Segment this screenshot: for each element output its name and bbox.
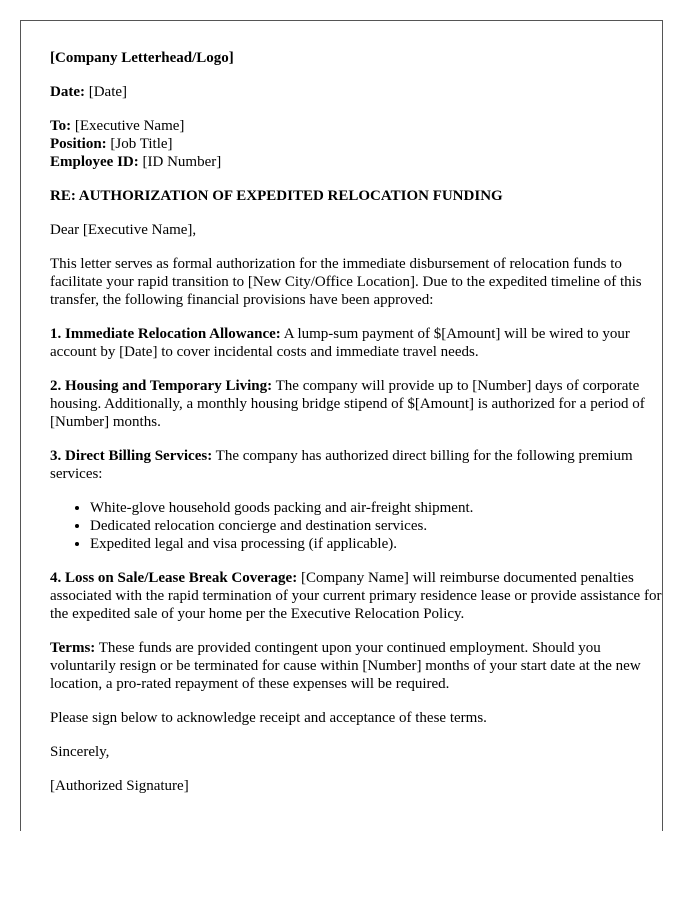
employee-id-line bbox=[50, 153, 662, 171]
section-text: The company has authorized direct billing for the following premium services: bbox=[50, 448, 633, 482]
services-list bbox=[50, 499, 662, 553]
section-heading: 4. Loss on Sale/Lease Break Coverage: bbox=[50, 570, 298, 586]
letter-document bbox=[20, 20, 663, 831]
section-text: [Company Name] will reimburse documented penalties associated with the rapid termination of your current primary residence lease or provide assistance for the expedited sale of your home per the Executive Relocation Policy. bbox=[50, 570, 662, 622]
to-line bbox=[50, 117, 662, 135]
position-value: [Job Title] bbox=[106, 136, 173, 152]
date-line bbox=[50, 83, 662, 101]
section-heading: 2. Housing and Temporary Living: bbox=[50, 378, 273, 394]
list-item: • Expedited legal and visa processing (if applicable). bbox=[90, 535, 662, 553]
employee-id-label: Employee ID: bbox=[50, 154, 139, 170]
section-allowance bbox=[50, 325, 662, 361]
salutation: Dear [Executive Name], bbox=[50, 222, 197, 238]
section-loss-coverage bbox=[50, 569, 662, 623]
to-label: To: bbox=[50, 118, 72, 134]
section-heading: 3. Direct Billing Services: bbox=[50, 448, 213, 464]
list-item: • Dedicated relocation concierge and destination services. bbox=[90, 517, 662, 535]
terms-paragraph bbox=[50, 639, 662, 693]
intro-paragraph: This letter serves as formal authorization for the immediate disbursement of relocation funds to facilitate your rapid transition to [New City/Office Location]. Due to the expedited timeline of this transfer, the following financial provisions have been approved: bbox=[50, 256, 642, 308]
position-line bbox=[50, 135, 662, 153]
employee-id-value: [ID Number] bbox=[138, 154, 222, 170]
position-label: Position: bbox=[50, 136, 107, 152]
acknowledge-paragraph: Please sign below to acknowledge receipt and acceptance of these terms. bbox=[50, 710, 487, 726]
terms-text: These funds are provided contingent upon your continued employment. Should you voluntarily resign or be terminated for cause within [Number] months of your start date at the new location, a pro-rated repayment of these expenses will be required. bbox=[50, 640, 641, 692]
section-text: The company will provide up to [Number] days of corporate housing. Additionally, a monthly housing bridge stipend of $[Amount] is authorized for a period of [Number] months. bbox=[50, 378, 645, 430]
section-housing bbox=[50, 377, 662, 431]
letterhead: [Company Letterhead/Logo] bbox=[50, 50, 234, 66]
date-value: [Date] bbox=[84, 84, 128, 100]
section-text: A lump-sum payment of $[Amount] will be wired to your account by [Date] to cover incidental costs and immediate travel needs. bbox=[50, 326, 630, 360]
list-item: • White-glove household goods packing and air-freight shipment. bbox=[90, 499, 662, 517]
closing: Sincerely, bbox=[50, 744, 110, 760]
section-direct-billing bbox=[50, 447, 662, 483]
section-heading: 1. Immediate Relocation Allowance: bbox=[50, 326, 281, 342]
date-label: Date: bbox=[50, 84, 85, 100]
to-value: [Executive Name] bbox=[71, 118, 185, 134]
subject-line: RE: AUTHORIZATION OF EXPEDITED RELOCATION FUNDING bbox=[50, 188, 503, 204]
signature-line: [Authorized Signature] bbox=[50, 778, 189, 794]
terms-label: Terms: bbox=[50, 640, 96, 656]
